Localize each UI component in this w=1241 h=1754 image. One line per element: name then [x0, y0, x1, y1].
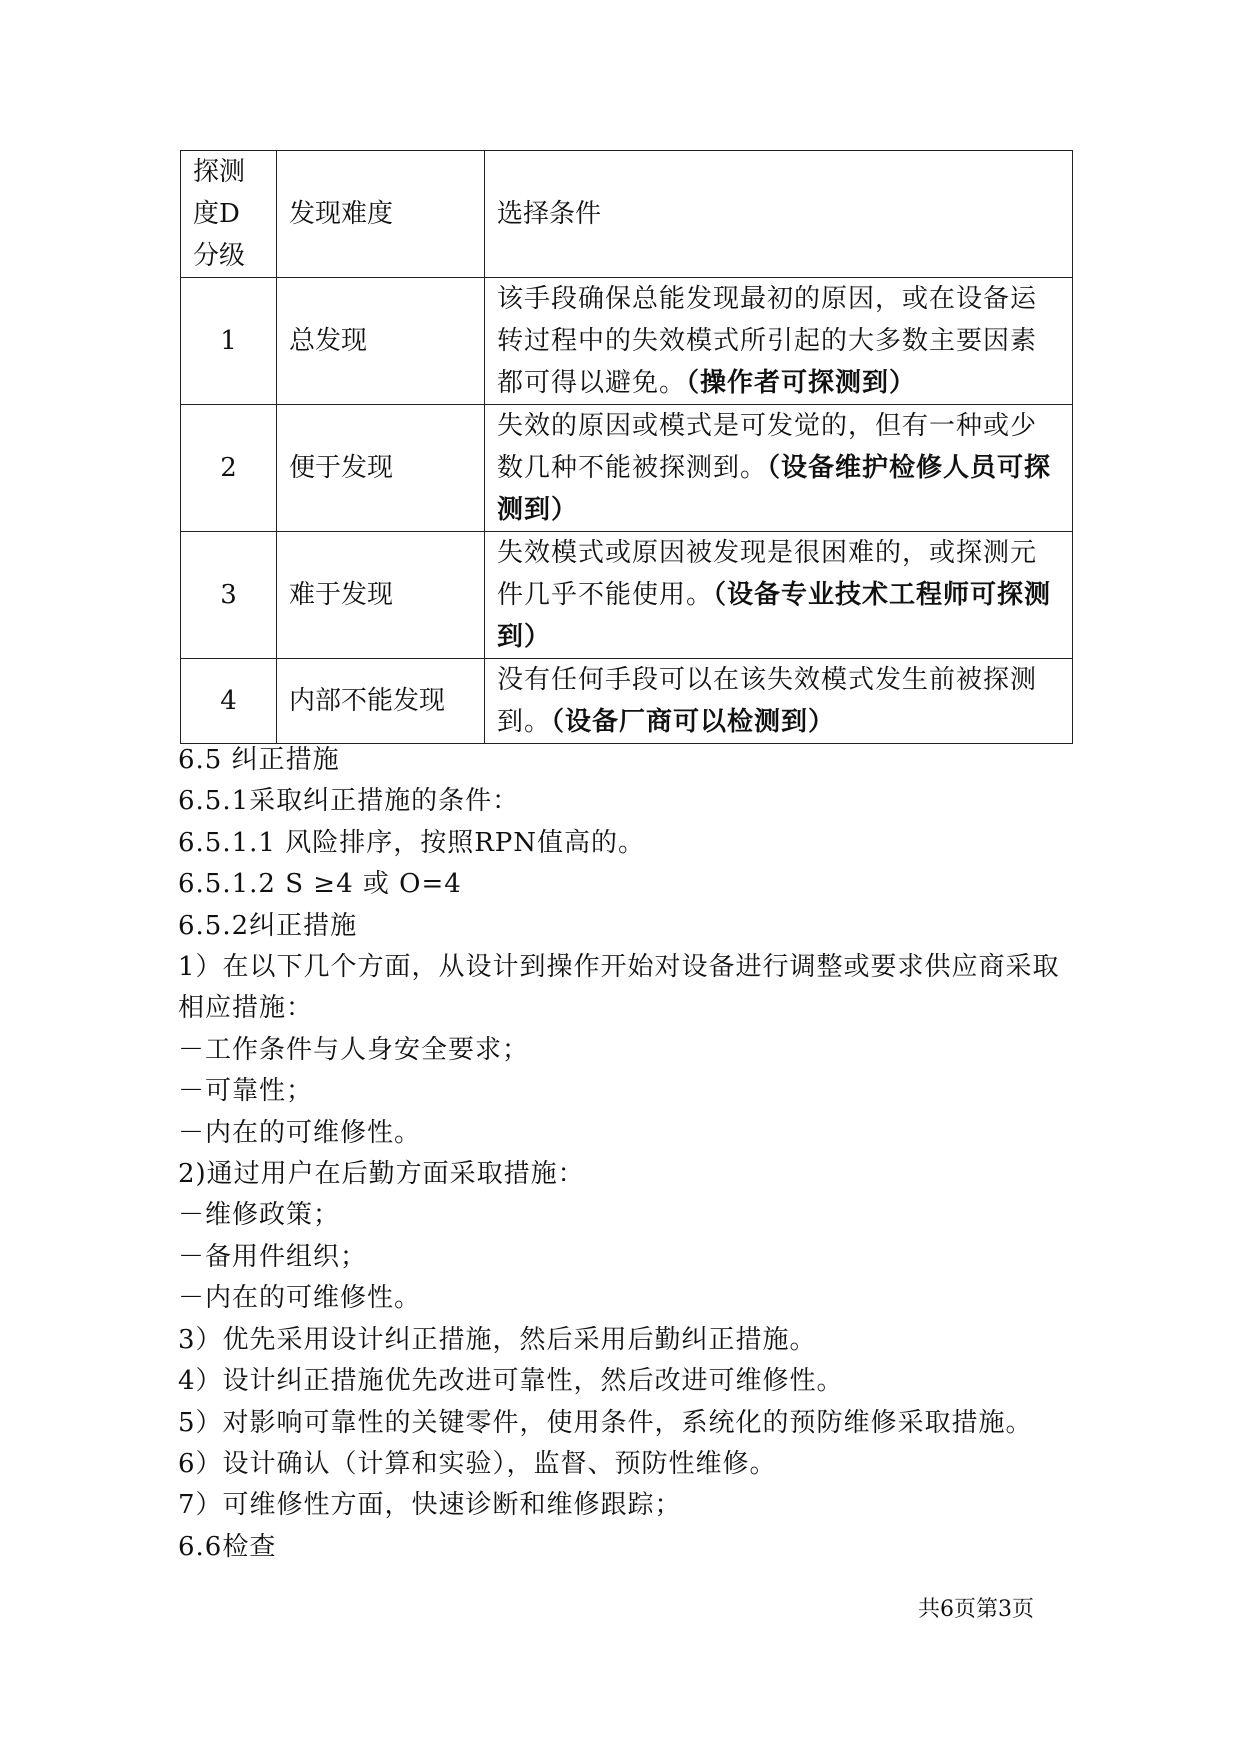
section-heading: 6.5 纠正措施 [178, 745, 340, 775]
table-row [181, 405, 1073, 532]
header-grade-line: 探测 [193, 157, 246, 187]
grade-cell: 3 [181, 532, 277, 659]
subsection-heading: 6.5.2纠正措施 [178, 910, 358, 941]
grade-cell: 1 [181, 278, 277, 405]
condition-cell [485, 405, 1073, 532]
table-row [181, 532, 1073, 659]
paragraph-line: 3）优先采用设计纠正措施，然后采用后勤纠正措施。 [178, 1324, 817, 1355]
condition-cell [485, 278, 1073, 405]
condition-text: 该手段确保总能发现最初的原因，或在设备运转过程中的失效模式所引起的大多数主要因素都可得以避免。 [497, 284, 1038, 398]
table-row [181, 278, 1073, 405]
condition-bold-note: （设备厂商可以检测到） [551, 707, 836, 737]
section-heading: 6.6检查 [178, 1531, 277, 1562]
paragraph-line: 6.5.1.2 S ≥4 或 O=4 [178, 869, 462, 900]
condition-text: 没有任何手段可以在该失效模式发生前被探测到。 [497, 665, 1038, 737]
list-item: －工作条件与人身安全要求； [178, 1034, 530, 1065]
list-item: －备用件组织； [178, 1241, 368, 1272]
list-item: －维修政策； [178, 1200, 341, 1231]
paragraph-line: 6）设计确认（计算和实验），监督、预防性维修。 [178, 1448, 777, 1479]
subsection-heading: 6.5.1采取纠正措施的条件： [178, 786, 520, 817]
paragraph-line: 7）可维修性方面，快速诊断和维修跟踪； [178, 1490, 682, 1521]
paragraph-line: 1）在以下几个方面，从设计到操作开始对设备进行调整或要求供应商采取相应措施： [178, 952, 1060, 1024]
condition-cell [485, 659, 1073, 744]
list-item: －内在的可维修性。 [178, 1117, 422, 1148]
condition-bold-note: （设备维护检修人员可探测到） [497, 453, 1052, 525]
list-item: －内在的可维修性。 [178, 1283, 422, 1314]
header-condition-cell: 选择条件 [485, 151, 1073, 278]
grade-cell: 2 [181, 405, 277, 532]
table-row [181, 659, 1073, 744]
detection-grade-table [180, 150, 1073, 744]
body-text [178, 740, 1078, 1568]
condition-text: 失效模式或原因被发现是很困难的，或探测元件几乎不能使用。 [497, 538, 1038, 610]
difficulty-cell: 总发现 [277, 278, 485, 405]
difficulty-cell: 便于发现 [277, 405, 485, 532]
paragraph-line: 4）设计纠正措施优先改进可靠性，然后改进可维修性。 [178, 1366, 844, 1397]
condition-text: 失效的原因或模式是可发觉的，但有一种或少数几种不能被探测到。 [497, 411, 1038, 483]
paragraph-line: 6.5.1.1 风险排序，按照RPN值高的。 [178, 827, 646, 858]
condition-bold-note: （设备专业技术工程师可探测到） [497, 580, 1052, 652]
difficulty-cell: 内部不能发现 [277, 659, 485, 744]
header-grade-line: 分级 [193, 241, 246, 271]
header-grade-cell [181, 151, 277, 278]
paragraph-line: 2)通过用户在后勤方面采取措施： [178, 1159, 585, 1190]
table-header-row [181, 151, 1073, 278]
header-grade-line: 度D [193, 199, 240, 229]
grade-cell: 4 [181, 659, 277, 744]
header-difficulty-cell: 发现难度 [277, 151, 485, 278]
list-item: －可靠性； [178, 1076, 314, 1107]
page-number-footer: 共6页第3页 [918, 1597, 1034, 1622]
paragraph-line: 5）对影响可靠性的关键零件，使用条件，系统化的预防维修采取措施。 [178, 1407, 1033, 1438]
condition-cell [485, 532, 1073, 659]
difficulty-cell: 难于发现 [277, 532, 485, 659]
condition-bold-note: （操作者可探测到） [686, 368, 917, 398]
